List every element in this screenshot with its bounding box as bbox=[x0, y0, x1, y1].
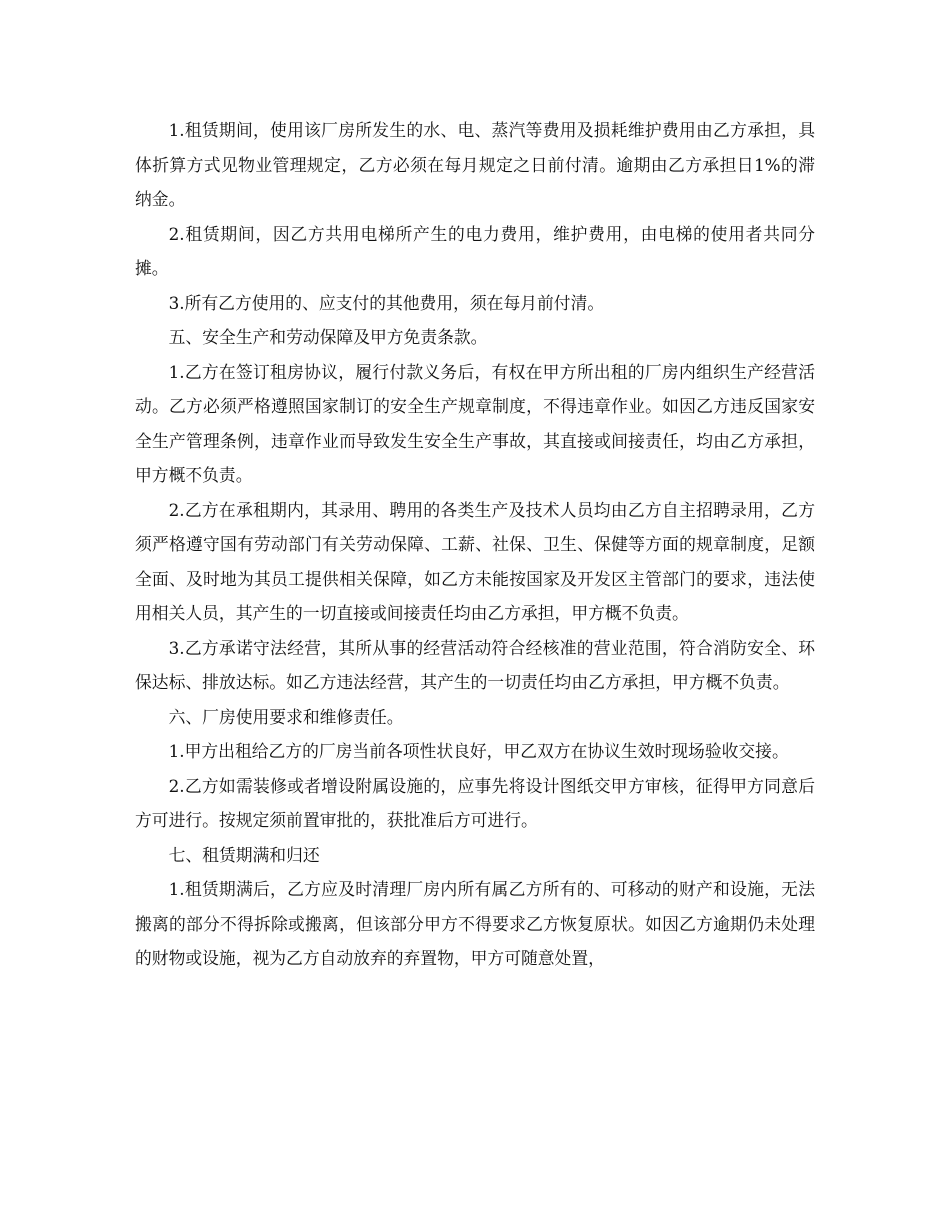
document-body bbox=[135, 113, 815, 976]
paragraph: 1.甲方出租给乙方的厂房当前各项性状良好，甲乙双方在协议生效时现场验收交接。 bbox=[168, 741, 789, 761]
paragraph: 3.所有乙方使用的、应支付的其他费用，须在每月前付清。 bbox=[168, 292, 605, 313]
paragraph: 2.乙方在承租期内，其录用、聘用的各类生产及技术人员均由乙方自主招聘录用，乙方须严格遵守国有劳动部门有关劳动保障、工薪、社保、卫生、保健等方面的规章制度，足额全面、及时地为其员工提供相关保障，如乙方未能按国家及开发区主管部门的要求，违法使用相关人员，其产生的一切直接或间接责任均由乙方承担，甲方概不负责。 bbox=[135, 499, 815, 623]
section-heading: 五、安全生产和劳动保障及甲方免责条款。 bbox=[168, 327, 488, 347]
paragraph: 1.租赁期间，使用该厂房所发生的水、电、蒸汽等费用及损耗维护费用由乙方承担，具体折算方式见物业管理规定，乙方必须在每月规定之日前付清。逾期由乙方承担日1%的滞纳金。 bbox=[135, 120, 815, 209]
paragraph: 3.乙方承诺守法经营，其所从事的经营活动符合经核准的营业范围，符合消防安全、环保达标、排放达标。如乙方违法经营，其产生的一切责任均由乙方承担，甲方概不负责。 bbox=[135, 637, 815, 692]
section-heading: 七、租赁期满和归还 bbox=[168, 844, 320, 865]
paragraph: 2.乙方如需装修或者增设附属设施的，应事先将设计图纸交甲方审核，征得甲方同意后方可进行。按规定须前置审批的，获批准后方可进行。 bbox=[135, 775, 815, 830]
paragraph: 1.租赁期满后，乙方应及时清理厂房内所有属乙方所有的、可移动的财产和设施，无法搬离的部分不得拆除或搬离，但该部分甲方不得要求乙方恢复原状。如因乙方逾期仍未处理的财物或设施，视为乙方自动放弃的弃置物，甲方可随意处置， bbox=[135, 879, 815, 968]
paragraph: 2.租赁期间，因乙方共用电梯所产生的电力费用，维护费用，由电梯的使用者共同分摊。 bbox=[135, 223, 815, 278]
paragraph: 1.乙方在签订租房协议，履行付款义务后，有权在甲方所出租的厂房内组织生产经营活动。乙方必须严格遵照国家制订的安全生产规章制度，不得违章作业。如因乙方违反国家安全生产管理条例，违章作业而导致发生安全生产事故，其直接或间接责任，均由乙方承担，甲方概不负责。 bbox=[135, 361, 815, 485]
section-heading: 六、厂房使用要求和维修责任。 bbox=[168, 706, 404, 727]
